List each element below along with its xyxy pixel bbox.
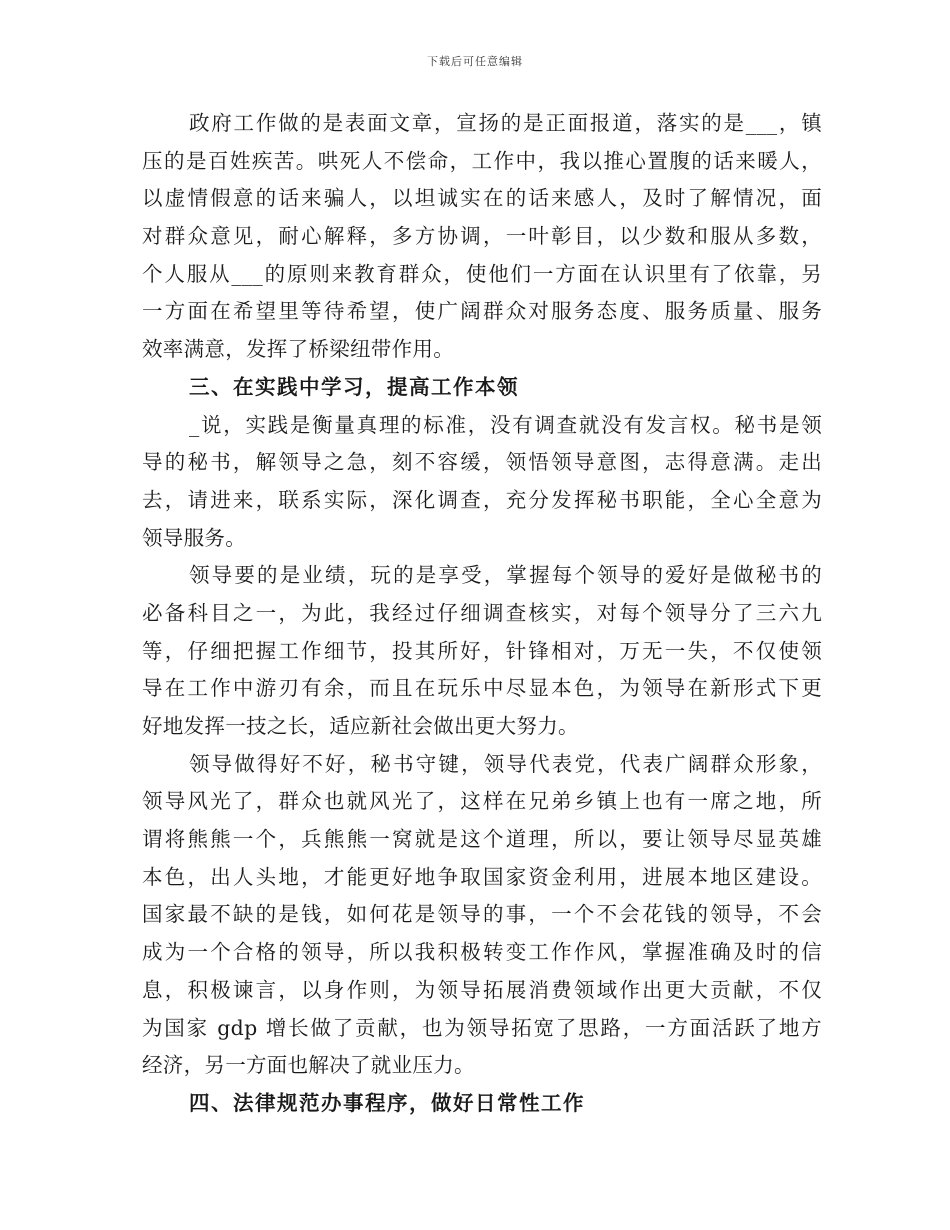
text-line: 国家最不缺的是钱，如何花是领导的事，一个不会花钱的领导，不会 xyxy=(142,902,822,927)
text-line: 领导做得好不好，秘书守键，领导代表党，代表广阔群众形象， xyxy=(189,751,822,776)
text-line: 个人服从___的原则来教育群众，使他们一方面在认识里有了依靠，另 xyxy=(142,261,822,286)
text-line: 本色，出人头地，才能更好地争取国家资金利用，进展本地区建设。 xyxy=(142,864,822,889)
text-line: 领导要的是业绩，玩的是享受，掌握每个领导的爱好是做秘书的 xyxy=(189,563,822,588)
page-header: 下载后可任意编辑 xyxy=(427,55,523,68)
text-line: 为国家 gdp 增长做了贡献，也为领导拓宽了思路，一方面活跃了地方 xyxy=(142,1015,822,1040)
text-line: _说，实践是衡量真理的标准，没有调查就没有发言权。秘书是领 xyxy=(189,412,822,437)
text-line: 成为一个合格的领导，所以我积极转变工作作风，掌握准确及时的信 xyxy=(142,940,822,965)
text-line: 息，积极谏言，以身作则，为领导拓展消费领域作出更大贡献，不仅 xyxy=(142,977,822,1002)
text-line: 谓将熊熊一个，兵熊熊一窝就是这个道理，所以，要让领导尽显英雄 xyxy=(142,827,822,852)
text-line: 领导服务。 xyxy=(142,525,246,550)
text-line: 压的是百姓疾苦。哄死人不偿命，工作中，我以推心置腹的话来暖人， xyxy=(142,148,822,173)
document-body xyxy=(142,105,822,1123)
text-line: 去，请进来，联系实际，深化调查，充分发挥秘书职能，全心全意为 xyxy=(142,487,822,512)
text-line: 必备科目之一，为此，我经过仔细调查核实，对每个领导分了三六九 xyxy=(142,600,822,625)
text-line: 领导风光了，群众也就风光了，这样在兄弟乡镇上也有一席之地，所 xyxy=(142,789,822,814)
text-line: 效率满意，发挥了桥梁纽带作用。 xyxy=(142,337,454,362)
text-line: 对群众意见，耐心解释，多方协调，一叶彰目，以少数和服从多数， xyxy=(142,224,822,249)
text-line: 导的秘书，解领导之急，刻不容缓，领悟领导意图，志得意满。走出 xyxy=(142,450,822,475)
text-line: 好地发挥一技之长，适应新社会做出更大努力。 xyxy=(142,714,579,738)
section-heading: 三、在实践中学习，提高工作本领 xyxy=(189,374,519,399)
text-line: 经济，另一方面也解决了就业压力。 xyxy=(142,1053,475,1078)
text-line: 一方面在希望里等待希望，使广阔群众对服务态度、服务质量、服务 xyxy=(142,299,822,324)
text-line: 导在工作中游刃有余，而且在玩乐中尽显本色，为领导在新形式下更 xyxy=(142,676,822,701)
section-heading: 四、法律规范办事程序，做好日常性工作 xyxy=(189,1090,585,1115)
text-line: 以虚情假意的话来骗人，以坦诚实在的话来感人，及时了解情况，面 xyxy=(142,186,822,211)
text-line: 等，仔细把握工作细节，投其所好，针锋相对，万无一失，不仅使领 xyxy=(142,638,822,663)
text-line: 政府工作做的是表面文章，宣扬的是正面报道，落实的是___，镇 xyxy=(189,111,822,135)
